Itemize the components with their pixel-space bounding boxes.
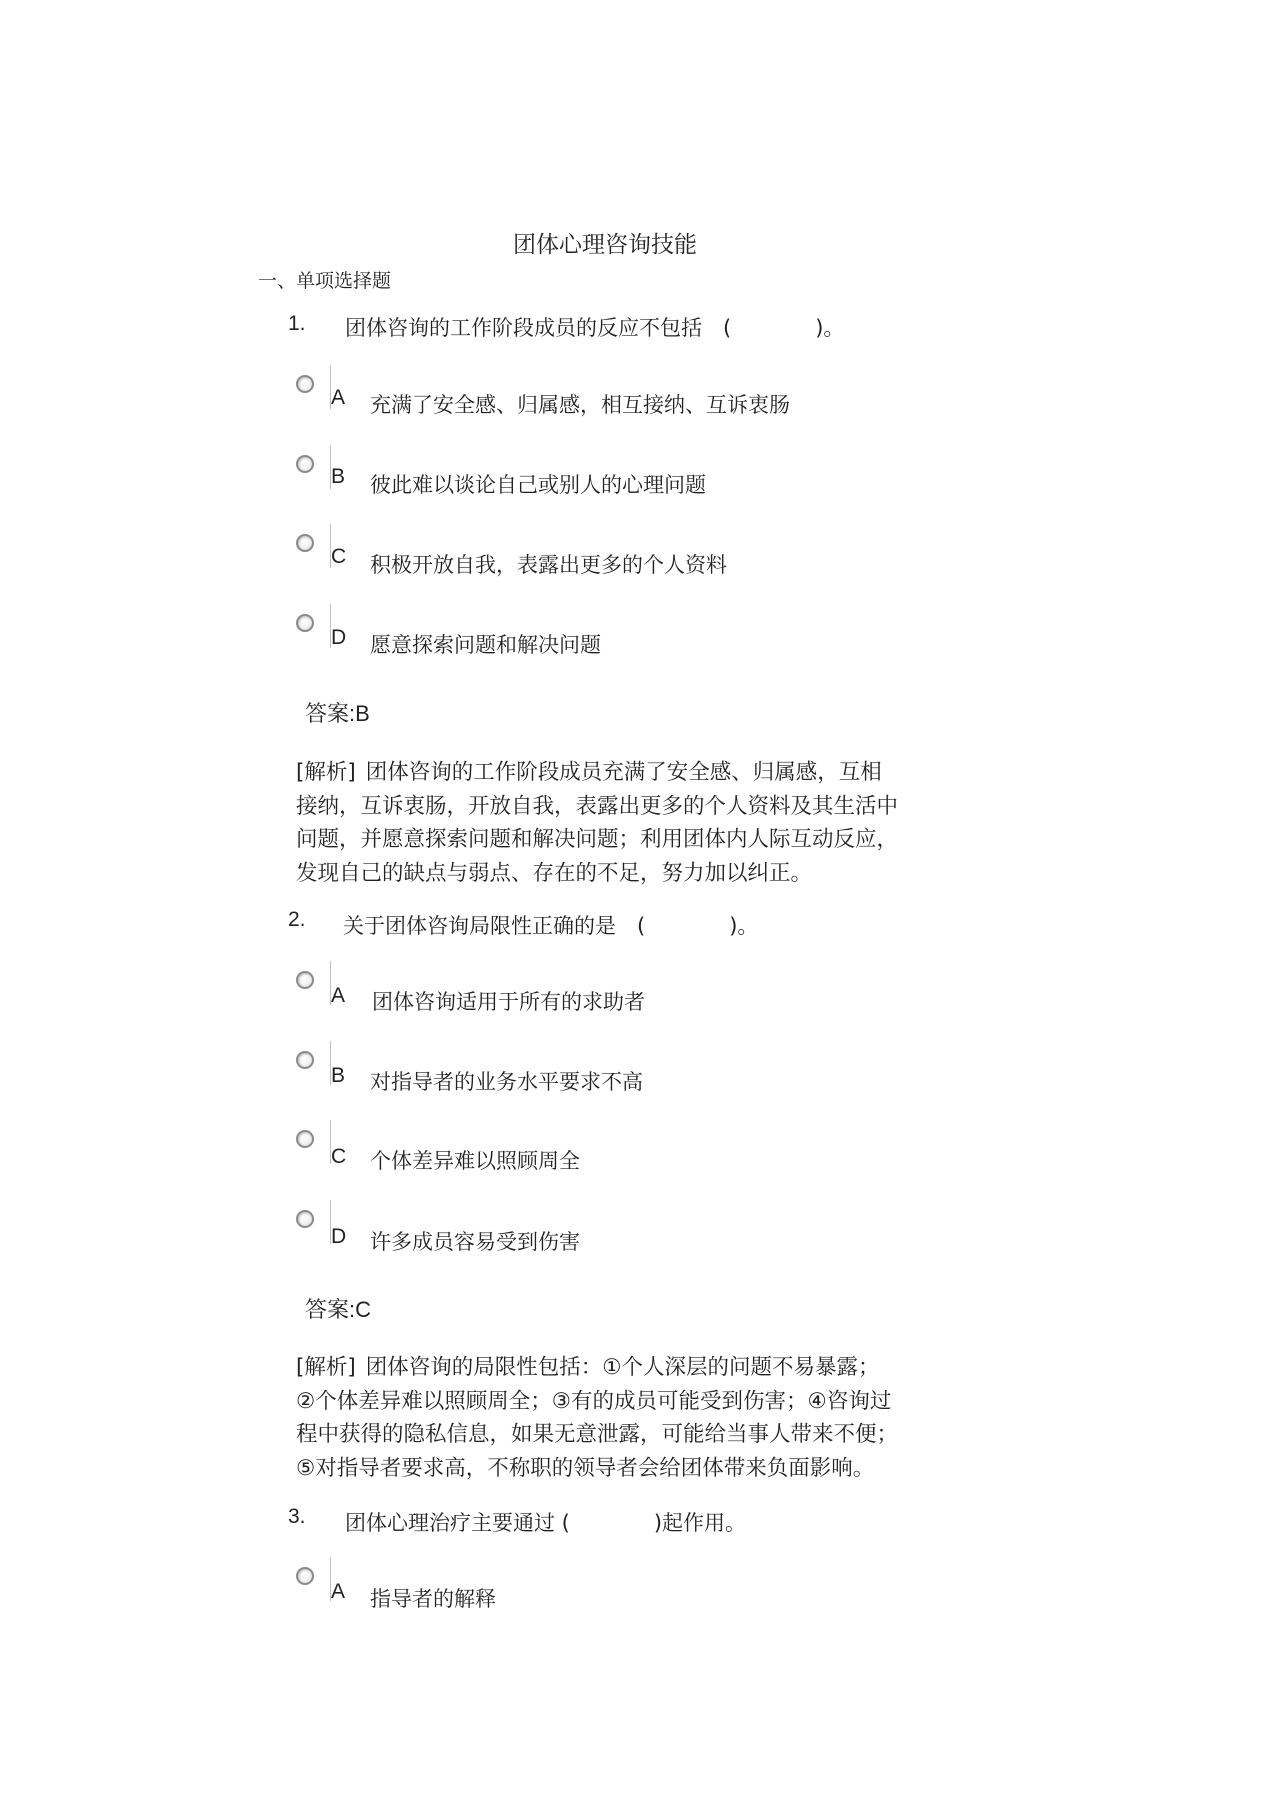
radio-button[interactable] — [290, 365, 331, 409]
option-letter: A — [331, 1580, 346, 1603]
radio-circle-icon — [296, 534, 314, 552]
answer-label: 答案 — [305, 702, 350, 727]
option-letter: A — [331, 984, 346, 1007]
radio-button[interactable] — [290, 1041, 331, 1085]
radio-button[interactable] — [290, 604, 331, 648]
radio-button[interactable] — [290, 524, 331, 568]
option-text: 个体差异难以照顾周全 — [370, 1149, 580, 1173]
radio-circle-icon — [296, 1130, 314, 1148]
option-text: 团体咨询适用于所有的求助者 — [372, 990, 645, 1014]
radio-circle-icon — [296, 455, 314, 473]
analysis-line: 接纳，互诉衷肠，开放自我，表露出更多的个人资料及其生活中 — [296, 793, 899, 819]
option-letter: B — [331, 465, 346, 488]
radio-circle-icon — [296, 1210, 314, 1228]
radio-circle-icon — [296, 614, 314, 632]
analysis-line: [解析] 团体咨询的工作阶段成员充满了安全感、归属感，互相 — [296, 760, 882, 785]
option-text: 彼此难以谈论自己或别人的心理问题 — [370, 473, 706, 497]
question-stem: 团体心理治疗主要通过 ( )起作用。 — [345, 1511, 747, 1535]
option-text: 许多成员容易受到伤害 — [370, 1230, 580, 1254]
radio-button[interactable] — [290, 1557, 331, 1601]
option-text: 指导者的解释 — [370, 1587, 496, 1611]
option-text: 愿意探索问题和解决问题 — [370, 633, 601, 657]
option-letter: D — [331, 1225, 347, 1248]
analysis-line: 程中获得的隐私信息，如果无意泄露，可能给当事人带来不便； — [296, 1422, 899, 1447]
option-letter: D — [331, 626, 347, 649]
radio-circle-icon — [296, 971, 314, 989]
answer-label: 答案 — [305, 1298, 350, 1323]
radio-button[interactable] — [290, 445, 331, 489]
radio-circle-icon — [296, 1051, 314, 1069]
option-letter: A — [331, 386, 346, 409]
answer-value: :C — [349, 1297, 372, 1322]
analysis-label: [解析] — [296, 1355, 356, 1380]
question-number: 1. — [288, 312, 306, 335]
page-title: 团体心理咨询技能 — [513, 232, 697, 258]
analysis-label: [解析] — [296, 760, 356, 785]
analysis-line: [解析] 团体咨询的局限性包括：①个人深层的问题不易暴露； — [296, 1355, 880, 1380]
answer — [305, 1293, 371, 1324]
option-letter: C — [331, 545, 347, 568]
analysis-line: ⑤对指导者要求高，不称职的领导者会给团体带来负面影响。 — [296, 1455, 875, 1481]
option-text: 充满了安全感、归属感，相互接纳、互诉衷肠 — [370, 393, 790, 417]
option-letter: C — [331, 1145, 347, 1168]
question-number: 2. — [288, 908, 306, 931]
analysis-line: ②个体差异难以照顾周全；③有的成员可能受到伤害；④咨询过 — [296, 1388, 892, 1414]
analysis-line: 问题，并愿意探索问题和解决问题；利用团体内人际互动反应， — [296, 827, 899, 852]
radio-button[interactable] — [290, 961, 331, 1005]
option-text: 积极开放自我，表露出更多的个人资料 — [370, 553, 727, 577]
answer-value: :B — [349, 701, 370, 726]
radio-button[interactable] — [290, 1200, 331, 1244]
option-text: 对指导者的业务水平要求不高 — [370, 1070, 643, 1094]
answer — [305, 697, 370, 728]
analysis — [296, 756, 996, 890]
radio-button[interactable] — [290, 1120, 331, 1164]
analysis — [296, 1351, 996, 1485]
section-heading: 一、单项选择题 — [258, 270, 392, 292]
question-stem: 关于团体咨询局限性正确的是 ( )。 — [343, 914, 759, 938]
question-stem: 团体咨询的工作阶段成员的反应不包括 ( )。 — [345, 316, 845, 340]
option-letter: B — [331, 1064, 346, 1087]
radio-circle-icon — [296, 375, 314, 393]
question-number: 3. — [288, 1505, 306, 1528]
radio-circle-icon — [296, 1567, 314, 1585]
analysis-line: 发现自己的缺点与弱点、存在的不足，努力加以纠正。 — [296, 860, 813, 886]
